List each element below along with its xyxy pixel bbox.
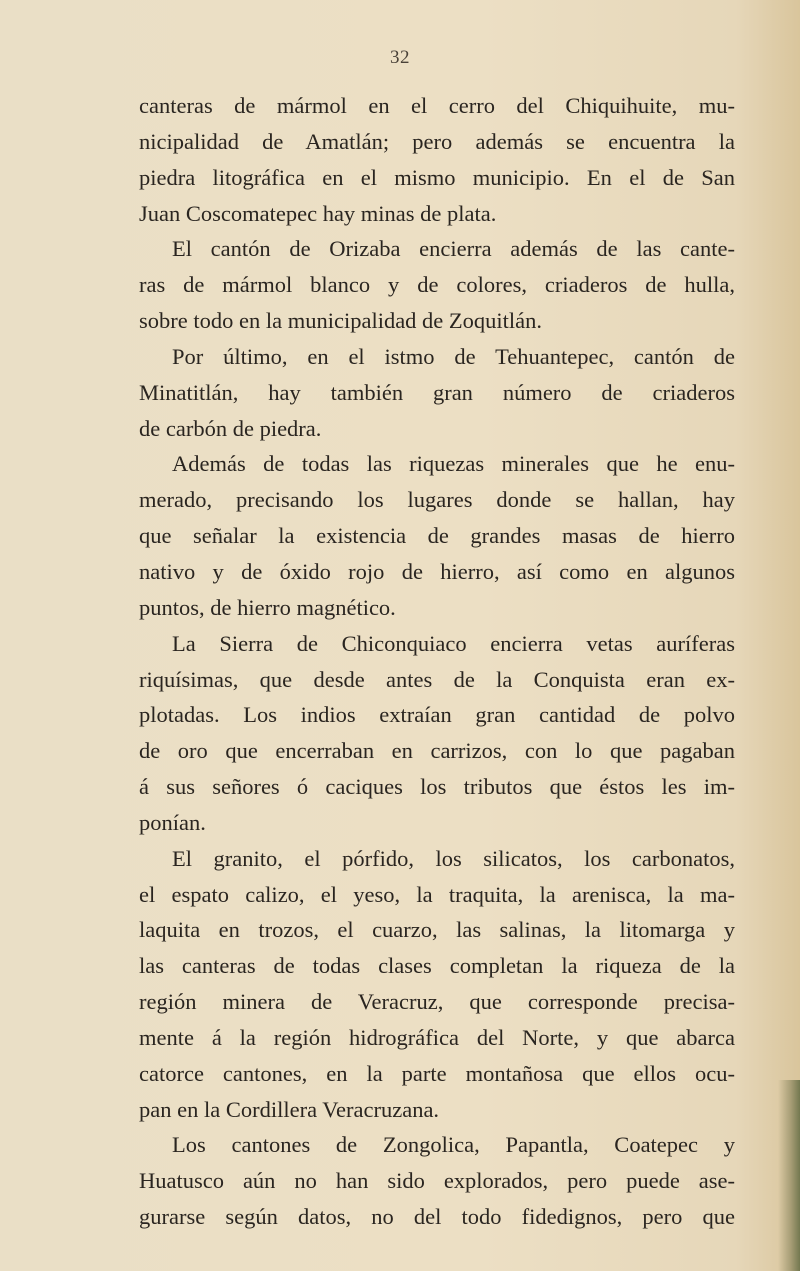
text-line: El granito, el pórfido, los silicatos, los carbonatos, [172, 845, 735, 871]
page-number: 32 [390, 47, 410, 68]
text-line: ponían. [139, 809, 206, 835]
text-line: catorce cantones, en la parte montañosa que ellos ocu- [139, 1060, 735, 1086]
page-edge-stain [778, 1080, 800, 1271]
text-line: El cantón de Orizaba encierra además de las cante- [172, 236, 735, 262]
text-line: pan en la Cordillera Veracruzana. [139, 1096, 440, 1122]
text-line: Además de todas las riquezas minerales que he enu- [172, 451, 735, 477]
text-line: región minera de Veracruz, que corresponde precisa- [139, 989, 735, 1015]
text-line: sobre todo en la municipalidad de Zoquitlán. [139, 308, 543, 334]
text-line: laquita en trozos, el cuarzo, las salinas, la litomarga y [139, 917, 735, 943]
text-line: Por último, en el istmo de Tehuantepec, cantón de [172, 343, 735, 369]
text-line: riquísimas, que desde antes de la Conquista eran ex- [139, 666, 735, 692]
text-line: Juan Coscomatepec hay minas de plata. [139, 200, 497, 226]
text-line: Minatitlán, hay también gran número de criaderos [139, 379, 735, 405]
text-line: de carbón de piedra. [139, 415, 322, 441]
text-line: las canteras de todas clases completan la riqueza de la [139, 953, 735, 979]
text-line: gurarse según datos, no del todo fidedignos, pero que [139, 1204, 735, 1230]
text-line: á sus señores ó caciques los tributos que éstos les im- [139, 774, 735, 800]
text-line: La Sierra de Chiconquiaco encierra vetas auríferas [172, 630, 735, 656]
text-line: puntos, de hierro magnético. [139, 594, 396, 620]
body-text [139, 88, 735, 1235]
text-line: canteras de mármol en el cerro del Chiquihuite, mu- [139, 93, 735, 118]
text-line: de oro que encerraban en carrizos, con lo que pagaban [139, 738, 735, 764]
text-line: Huatusco aún no han sido explorados, pero puede ase- [139, 1168, 735, 1194]
text-line: mente á la región hidrográfica del Norte, y que abarca [139, 1024, 735, 1050]
text-line: que señalar la existencia de grandes masas de hierro [139, 523, 735, 549]
text-line: Los cantones de Zongolica, Papantla, Coatepec y [172, 1132, 735, 1158]
text-line: el espato calizo, el yeso, la traquita, la arenisca, la ma- [139, 881, 735, 907]
text-line: merado, precisando los lugares donde se hallan, hay [139, 487, 735, 513]
text-line: nicipalidad de Amatlán; pero además se encuentra la [139, 128, 735, 154]
text-line: plotadas. Los indios extraían gran cantidad de polvo [139, 702, 735, 728]
text-line: piedra litográfica en el mismo municipio. En el de San [139, 164, 735, 190]
text-line: nativo y de óxido rojo de hierro, así como en algunos [139, 558, 735, 584]
text-line: ras de mármol blanco y de colores, criaderos de hulla, [139, 272, 735, 298]
